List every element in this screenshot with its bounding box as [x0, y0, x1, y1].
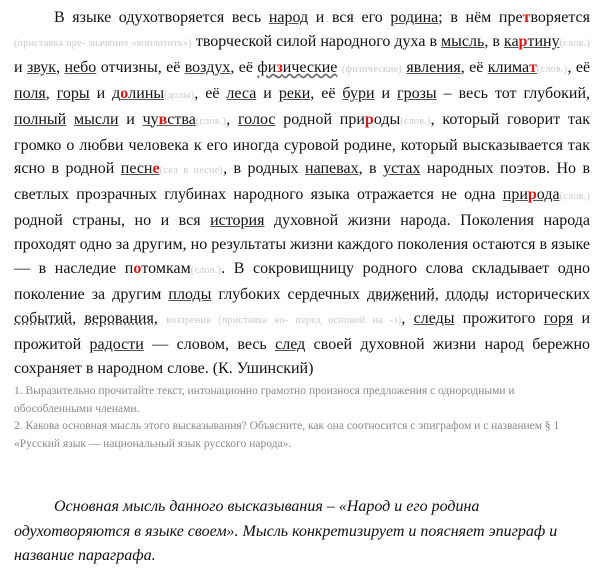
- passage-text: ; в нём пре: [438, 9, 523, 26]
- noun-underlined: [143, 111, 196, 128]
- faint-annotation: (слов.): [190, 265, 222, 277]
- red-letter: в: [158, 110, 168, 128]
- noun-underlined: [504, 33, 560, 50]
- passage-text: прожитого: [454, 309, 544, 327]
- noun-underlined: следы: [413, 309, 455, 327]
- adjective-wavy: [257, 59, 337, 76]
- passage-text: . В сокровищницу родного слова складывает одно поколение за другим: [14, 260, 591, 303]
- faint-annotation: (сел в песне): [159, 165, 224, 177]
- faint-annotation: (слов.): [537, 63, 568, 75]
- noun-underlined: поля: [14, 84, 46, 102]
- noun-underlined: устах: [383, 160, 421, 178]
- passage-text: глубоких сердечных: [211, 285, 367, 303]
- task-2: 2. Какова основная мысль этого высказывания? Объясните, как она соотносится с эпиграфом и с названием § 1 «Русский язык — национальный язык русского народа».: [14, 420, 560, 450]
- passage-text: ,: [434, 285, 446, 303]
- passage-text: – весь тот глубокий,: [436, 84, 591, 102]
- red-letter: о: [133, 260, 142, 278]
- exercise-tasks: [14, 383, 590, 453]
- faint-annotation: (слов.): [559, 37, 590, 49]
- word-part: д: [112, 84, 121, 102]
- noun-underlined: история: [210, 212, 265, 230]
- passage-text: , в: [358, 160, 384, 178]
- noun-underlined: реки: [278, 84, 311, 102]
- passage-text: отчизны, её: [96, 58, 185, 76]
- passage-text: , её: [230, 58, 258, 76]
- word-part: при: [502, 186, 528, 204]
- noun-underlined: горя: [543, 309, 574, 327]
- passage-text: [66, 111, 74, 128]
- noun-underlined: [121, 160, 160, 177]
- red-letter: т: [529, 58, 538, 76]
- passage-text: народных поэтов. Но в светлых прозрачных глубинах народного языка отражается не одна: [14, 160, 591, 204]
- passage-text: своей духовной жизни народ бережно сохраняет в народном слове. (К. Ушинский): [14, 335, 590, 377]
- passage-text: — словом, весь: [143, 335, 276, 353]
- faint-annotation: (слов.): [195, 115, 227, 127]
- word-part: чу: [142, 110, 159, 128]
- passage-text: оды: [373, 110, 401, 128]
- noun-underlined: полный: [14, 110, 67, 128]
- red-letter: е: [152, 160, 160, 178]
- passage-text: ,: [72, 309, 85, 327]
- noun-underlined: родина: [390, 9, 439, 26]
- noun-dotted: событий: [14, 309, 73, 327]
- word-part: клима: [487, 58, 530, 76]
- answer-paragraph: Основная мысль данного высказывания – «Народ и его родина одухотворяются в языке своем». Мысль конкретизирует и поясняет эпиграф и название параграфа.: [14, 498, 558, 564]
- faint-annotation: (приставка пре- значение «воплотить»): [14, 37, 192, 49]
- passage-text: и: [256, 84, 279, 102]
- passage-text: и вся его: [308, 9, 391, 26]
- noun-underlined: звук: [26, 58, 57, 76]
- red-letter: з: [276, 58, 283, 76]
- passage-text: , её: [460, 58, 488, 76]
- noun-underlined: [488, 59, 537, 76]
- passage-text: и: [374, 84, 398, 102]
- word-part: ические: [282, 58, 338, 76]
- word-part: ка: [503, 32, 519, 50]
- passage-text: , её: [194, 84, 227, 102]
- passage-text: творческой силой народного духа в: [191, 32, 442, 50]
- passage-text: , в родных: [223, 160, 306, 178]
- noun-underlined: радости: [89, 335, 144, 353]
- noun-underlined: леса: [226, 84, 257, 102]
- noun-underlined: напевах: [305, 160, 359, 178]
- passage-text: ,: [401, 309, 414, 327]
- passage-text: родной при: [275, 110, 365, 128]
- passage-text: , её: [310, 84, 343, 102]
- passage-text: воряется: [530, 9, 591, 26]
- word-part: ода: [536, 186, 560, 204]
- noun-underlined: [112, 85, 164, 102]
- noun-dotted: верования: [84, 309, 154, 327]
- passage-text: В языке одухотворяется весь: [54, 9, 269, 26]
- noun-underlined: след: [275, 335, 306, 353]
- passage-text: исторических: [488, 285, 591, 303]
- noun-underlined: грозы: [397, 84, 437, 102]
- noun-underlined: плоды: [168, 285, 212, 303]
- passage-text: , который говорит так громко о любви человека к его иногда суровой родине, который высказывается так ясно в родной: [14, 110, 591, 178]
- red-letter: о: [120, 84, 129, 102]
- noun-underlined: горы: [56, 84, 90, 102]
- passage-text: , в: [484, 32, 504, 50]
- faint-annotation: (долы): [164, 89, 195, 101]
- passage-text: и прожитой: [14, 309, 591, 353]
- faint-annotation: (слов.): [559, 191, 590, 203]
- noun-underlined: [503, 186, 560, 203]
- noun-underlined: голос: [238, 110, 276, 128]
- noun-underlined: бури: [342, 84, 375, 102]
- passage-text: , её: [567, 58, 591, 76]
- passage-text: томкам: [141, 260, 191, 278]
- red-letter: р: [527, 186, 537, 204]
- faint-annotation: (слов.): [400, 115, 431, 127]
- passage-text: родной страны, но и вся: [14, 212, 211, 230]
- faint-annotation: (физические): [341, 63, 403, 75]
- word-part: фи: [257, 58, 277, 76]
- passage-text: и: [14, 58, 27, 76]
- faint-annotation: воззрения (приставка во- перед основой на -з): [166, 314, 402, 326]
- passage-text: духовной жизни народа. Поколения народа проходят одно за другим, но результаты жизни каждого поколения остаются в языке — в наследие п: [14, 212, 590, 278]
- passage-text: ,: [45, 84, 57, 102]
- passage-text: ,: [226, 110, 239, 128]
- word-part: тину: [527, 32, 560, 50]
- exercise-passage: [14, 6, 590, 381]
- word-part: лины: [128, 84, 165, 102]
- word-part: песн: [120, 160, 153, 178]
- passage-text: ,: [56, 58, 65, 76]
- passage-text: и: [89, 84, 113, 102]
- word-part: ства: [167, 110, 196, 128]
- noun-dotted: плоды: [445, 285, 489, 303]
- noun-underlined: мысли: [73, 110, 119, 128]
- noun-underlined: народ: [268, 9, 309, 26]
- noun-underlined: мысль: [441, 32, 485, 50]
- red-letter: р: [518, 32, 528, 50]
- red-letter: р: [364, 110, 374, 128]
- noun-underlined: воздух: [184, 58, 231, 76]
- noun-underlined: небо: [64, 58, 97, 76]
- passage-text: и: [118, 110, 143, 128]
- noun-dotted: движений: [367, 285, 435, 303]
- task-1: 1. Выразительно прочитайте текст, интонационно грамотно произнося предложения с однородными и обособленными членами.: [14, 385, 515, 415]
- passage-text: ,: [153, 309, 167, 327]
- noun-underlined: явления: [406, 58, 461, 76]
- red-letter: т: [522, 9, 531, 26]
